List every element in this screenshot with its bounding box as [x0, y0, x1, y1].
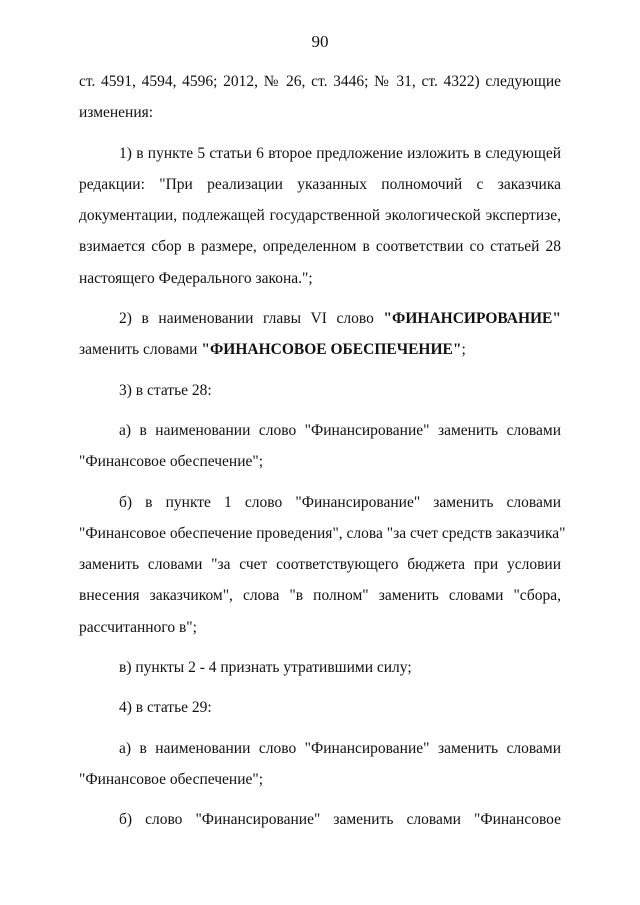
page-number: 90 — [311, 32, 329, 51]
text-line: 1) в пункте 5 статьи 6 второе предложение изложить в следующей — [119, 144, 561, 162]
text-line: настоящего Федерального закона."; — [79, 269, 313, 287]
paragraph-item-2 — [79, 303, 561, 366]
document-body — [79, 66, 566, 836]
text-segment: заменить словами — [79, 341, 202, 359]
text-line: "Финансовое обеспечение проведения", слова "за счет средств заказчика" — [79, 524, 566, 542]
paragraph-intro — [79, 66, 561, 129]
text-line: б) в пункте 1 слово "Финансирование" заменить словами — [119, 493, 561, 511]
paragraph-subitem-a — [79, 415, 561, 478]
text-line: "Финансовое обеспечение"; — [79, 453, 264, 471]
paragraph-subitem-a-2 — [79, 733, 561, 796]
text-line: а) в наименовании слово "Финансирование" заменить словами — [119, 739, 561, 757]
text-line: изменения: — [79, 104, 154, 122]
text-line: "Финансовое обеспечение"; — [79, 770, 264, 788]
text-line: 3) в статье 28: — [119, 381, 212, 399]
text-line: взимается сбор в размере, определенном в соответствии со статьей 28 — [79, 238, 561, 256]
paragraph-subitem-b — [79, 487, 566, 643]
text-line: в) пункты 2 - 4 признать утратившими силу; — [119, 659, 412, 677]
text-line: документации, подлежащей государственной экологической экспертизе, — [79, 207, 561, 225]
text-line: ст. 4591, 4594, 4596; 2012, № 26, ст. 3446; № 31, ст. 4322) следующие — [79, 73, 561, 90]
text-line — [79, 303, 561, 334]
text-line: рассчитанного в"; — [79, 618, 197, 636]
text-line — [79, 334, 561, 365]
paragraph-item-3 — [79, 375, 561, 406]
text-segment: ; — [461, 341, 466, 359]
text-line: внесения заказчиком", слова "в полном" заменить словами "сбора, — [79, 587, 561, 605]
text-line: заменить словами "за счет соответствующего бюджета при условии — [79, 556, 561, 574]
text-line: а) в наименовании слово "Финансирование" заменить словами — [119, 421, 561, 439]
text-line: 4) в статье 29: — [119, 699, 212, 717]
text-segment: 2) в наименовании главы VI слово — [119, 310, 384, 328]
paragraph-subitem-v — [79, 652, 561, 683]
paragraph-item-4 — [79, 692, 561, 723]
text-line: редакции: "При реализации указанных полномочий с заказчика — [79, 175, 561, 193]
paragraph-subitem-b-2 — [79, 804, 561, 835]
text-line: б) слово "Финансирование" заменить словами "Финансовое — [119, 811, 561, 829]
paragraph-item-1 — [79, 138, 561, 294]
bold-heading-new: "ФИНАНСОВОЕ ОБЕСПЕЧЕНИЕ" — [201, 341, 462, 359]
bold-heading-old: "ФИНАНСИРОВАНИЕ" — [383, 310, 561, 328]
